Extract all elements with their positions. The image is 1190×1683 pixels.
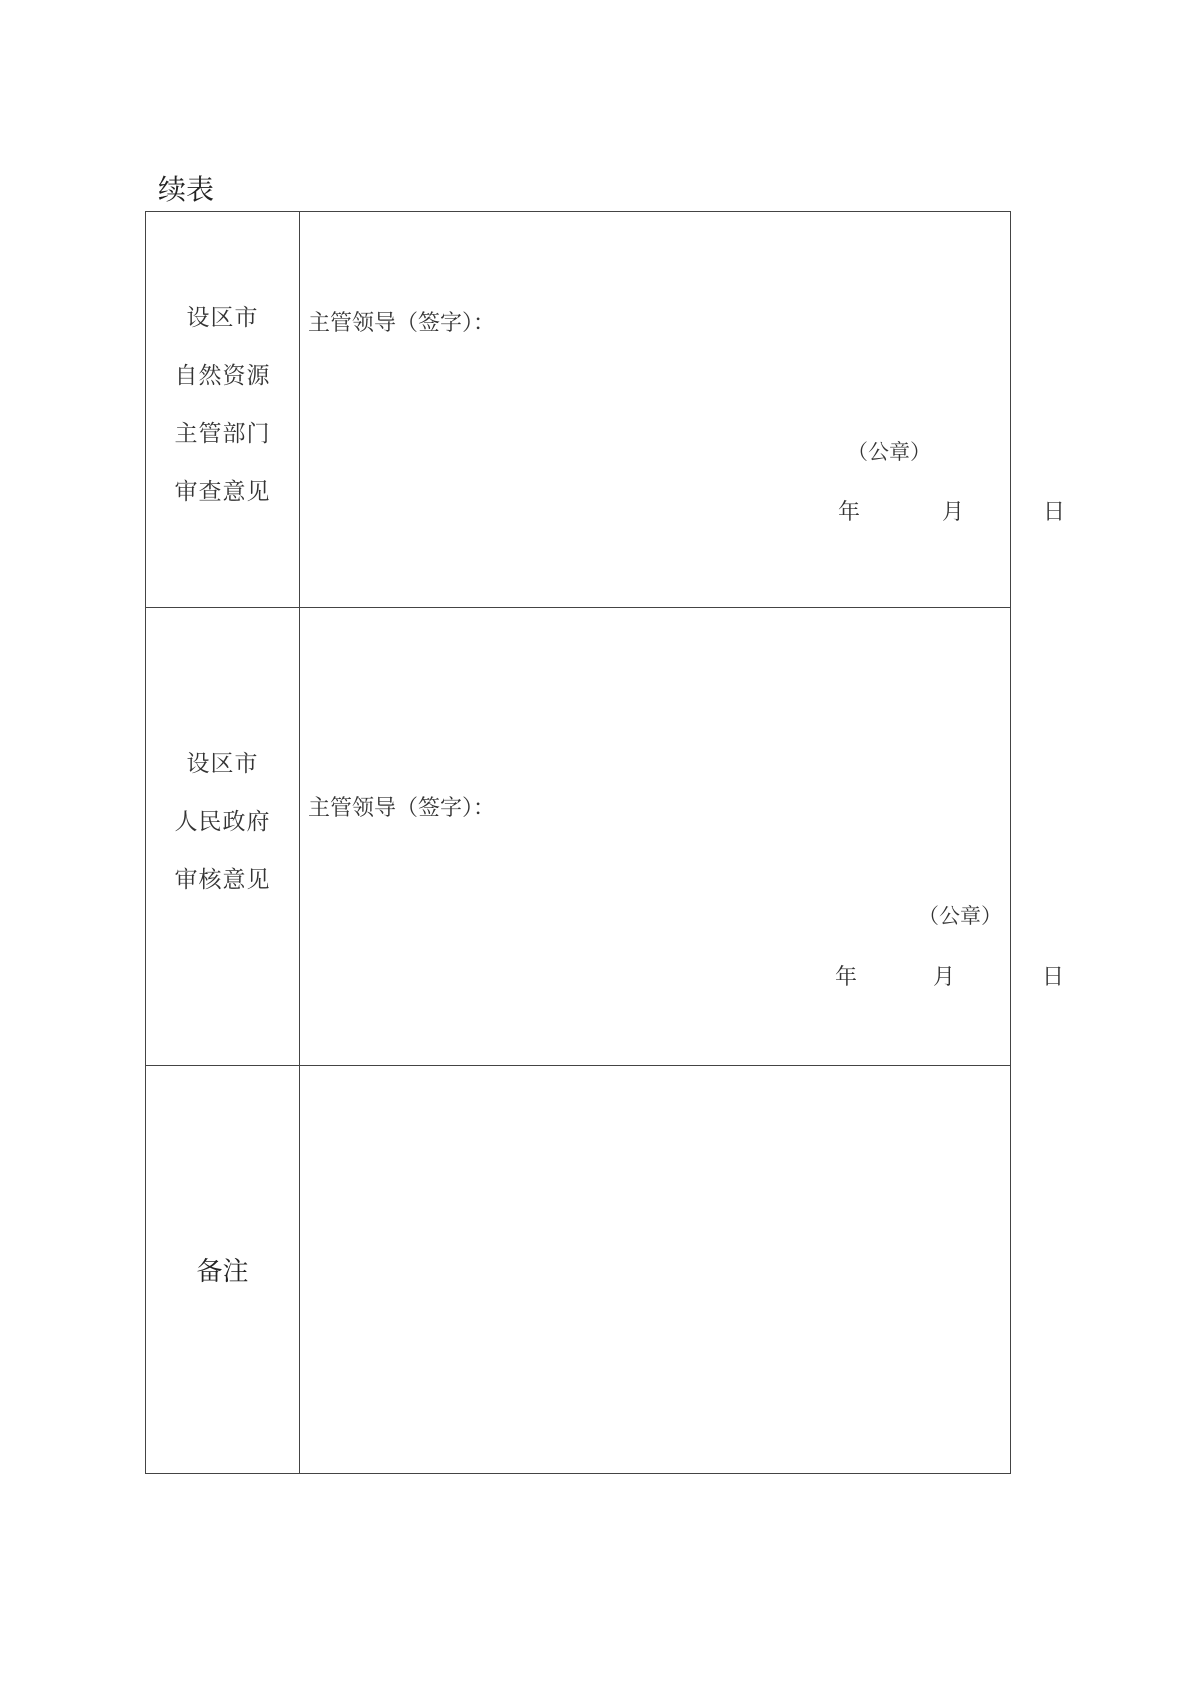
label-line: 设区市 (186, 304, 259, 331)
review-form-table (145, 211, 1066, 1474)
remarks-label: 备注 (196, 1257, 249, 1287)
remarks-row (146, 1066, 1010, 1473)
label-line: 人民政府 (174, 808, 271, 835)
natural-resources-review-row (146, 212, 1066, 608)
row-label-cell (146, 608, 300, 1065)
government-review-row (146, 608, 1065, 1066)
label-line: 设区市 (186, 750, 259, 777)
label-line: 自然资源 (174, 362, 271, 389)
row-label-cell (146, 212, 300, 607)
leader-signature-label: 主管领导（签字）： (308, 311, 496, 336)
date-year-label: 年 (835, 965, 858, 990)
official-seal-label: （公章） (918, 904, 1002, 928)
date-day-label: 日 (1042, 965, 1065, 990)
opinion-content-cell[interactable] (300, 212, 1066, 607)
label-line: 审核意见 (174, 866, 271, 893)
date-month-label: 月 (942, 500, 965, 525)
date-month-label: 月 (933, 965, 956, 990)
date-day-label: 日 (1043, 500, 1066, 525)
label-line: 主管部门 (174, 420, 271, 447)
date-year-label: 年 (838, 500, 861, 525)
opinion-content-cell[interactable] (300, 608, 1065, 1065)
official-seal-label: （公章） (847, 440, 931, 464)
page-title: 续表 (158, 173, 215, 206)
label-line: 审查意见 (174, 478, 271, 505)
remarks-content-cell[interactable] (300, 1066, 1010, 1473)
row-label-cell (146, 1066, 300, 1473)
leader-signature-label: 主管领导（签字）： (308, 796, 496, 821)
